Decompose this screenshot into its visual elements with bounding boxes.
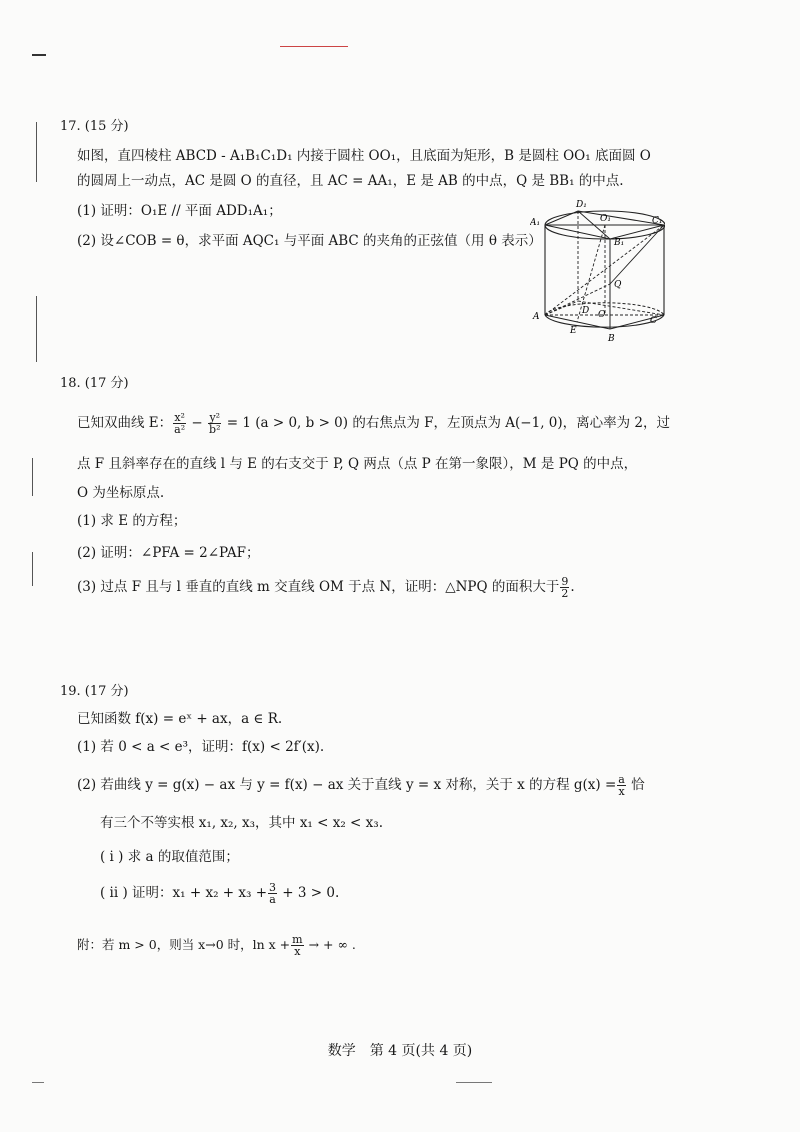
frac-den: 2 bbox=[561, 587, 569, 600]
left-margin-bar bbox=[32, 458, 33, 496]
fig-label: D₁ bbox=[576, 200, 587, 210]
frac-num: 3 bbox=[269, 881, 277, 894]
q18-stem-line2: 点 F 且斜率存在的直线 l 与 E 的右支交于 P, Q 两点（点 P 在第一象限），M 是 PQ 的中点， bbox=[77, 456, 638, 472]
q19-header: 19. (17 分) bbox=[60, 684, 129, 699]
q18-part1: (1) 求 E 的方程； bbox=[77, 513, 187, 529]
fig-label: A₁ bbox=[530, 218, 541, 228]
q17-part2: (2) 设∠COB = θ，求平面 AQC₁ 与平面 ABC 的夹角的正弦值（用 θ 表示） bbox=[77, 233, 542, 249]
q19-text: → + ∞ . bbox=[304, 937, 356, 952]
fraction bbox=[208, 412, 221, 435]
bottom-left-mark bbox=[32, 1082, 44, 1083]
frac-den: x bbox=[294, 945, 301, 958]
q19-note bbox=[77, 934, 356, 957]
frac-den: a² bbox=[174, 423, 186, 436]
fraction bbox=[268, 882, 277, 905]
cylinder-figure bbox=[530, 195, 665, 345]
frac-den: a bbox=[269, 893, 276, 906]
q17-part1: (1) 证明：O₁E // 平面 ADD₁A₁； bbox=[77, 203, 282, 219]
frac-num: m bbox=[292, 933, 303, 946]
fig-label: A bbox=[533, 312, 540, 322]
q17-stem-line1: 如图，直四棱柱 ABCD - A₁B₁C₁D₁ 内接于圆柱 OO₁，且底面为矩形，B 是圆柱 OO₁ 底面圆 O bbox=[77, 148, 651, 164]
q19-text: + 3 > 0. bbox=[278, 885, 340, 901]
frac-den: b² bbox=[209, 423, 221, 436]
q17-stem-line2: 的圆周上一动点，AC 是圆 O 的直径，且 AC = AA₁，E 是 AB 的中点，Q 是 BB₁ 的中点. bbox=[77, 173, 624, 189]
fig-label: B₁ bbox=[614, 238, 625, 248]
fraction bbox=[560, 576, 569, 599]
q19-text: 恰 bbox=[626, 777, 645, 793]
fig-label: Q bbox=[614, 280, 622, 290]
page-footer: 数学 第 4 页(共 4 页) bbox=[327, 1043, 473, 1059]
bottom-center-rule bbox=[456, 1082, 492, 1083]
frac-den: x bbox=[618, 785, 625, 798]
left-margin-bar bbox=[36, 122, 37, 182]
left-margin-bar bbox=[36, 296, 37, 362]
frac-num: x² bbox=[174, 411, 185, 424]
q18-text: 已知双曲线 E： bbox=[77, 415, 173, 431]
fig-label: O bbox=[598, 310, 606, 320]
q18-text: = 1 (a > 0, b > 0) 的右焦点为 F，左顶点为 A(−1, 0)，离心率为 2，过 bbox=[222, 415, 671, 431]
q18-stem-line1 bbox=[77, 412, 670, 435]
fraction bbox=[173, 412, 186, 435]
q19-part2-i: ( i ) 求 a 的取值范围； bbox=[100, 849, 239, 865]
q18-text: (3) 过点 F 且与 l 垂直的直线 m 交直线 OM 于点 N，证明：△NPQ 的面积大于 bbox=[77, 579, 560, 595]
fig-label: E bbox=[570, 326, 577, 336]
q19-stem: 已知函数 f(x) = eˣ + ax，a ∈ R. bbox=[77, 711, 283, 727]
fig-label: O₁ bbox=[600, 214, 611, 224]
q19-part2-line2: 有三个不等实根 x₁, x₂, x₃，其中 x₁ < x₂ < x₃. bbox=[100, 815, 383, 831]
q17-header: 17. (15 分) bbox=[60, 119, 129, 134]
q18-text: . bbox=[570, 579, 575, 595]
q18-text: − bbox=[187, 415, 208, 431]
fig-label: C₁ bbox=[652, 216, 663, 226]
q19-text: (2) 若曲线 y = g(x) − ax 与 y = f(x) − ax 关于直线 y = x 对称，关于 x 的方程 g(x) = bbox=[77, 777, 617, 793]
q19-part2-ii bbox=[100, 882, 339, 905]
left-margin-bar bbox=[32, 552, 33, 586]
fig-label: C bbox=[650, 316, 657, 326]
fig-label: B bbox=[608, 334, 615, 344]
q18-part2: (2) 证明：∠PFA = 2∠PAF； bbox=[77, 545, 260, 561]
fraction bbox=[617, 774, 626, 797]
q19-part2 bbox=[77, 774, 645, 797]
q18-part3 bbox=[77, 576, 575, 599]
top-center-rule bbox=[280, 46, 348, 47]
q19-text: 附：若 m > 0，则当 x→0 时，ln x + bbox=[77, 937, 291, 952]
frac-num: 9 bbox=[561, 575, 569, 588]
q18-header: 18. (17 分) bbox=[60, 376, 129, 391]
fraction bbox=[291, 934, 303, 957]
fig-label: D bbox=[582, 306, 590, 316]
q19-part1: (1) 若 0 < a < e³，证明：f(x) < 2f′(x). bbox=[77, 739, 325, 755]
frac-num: y² bbox=[209, 411, 221, 424]
q19-text: ( ii ) 证明：x₁ + x₂ + x₃ + bbox=[100, 885, 268, 901]
top-left-mark bbox=[32, 54, 46, 56]
q18-stem-line3: O 为坐标原点. bbox=[77, 485, 165, 501]
frac-num: a bbox=[618, 773, 625, 786]
